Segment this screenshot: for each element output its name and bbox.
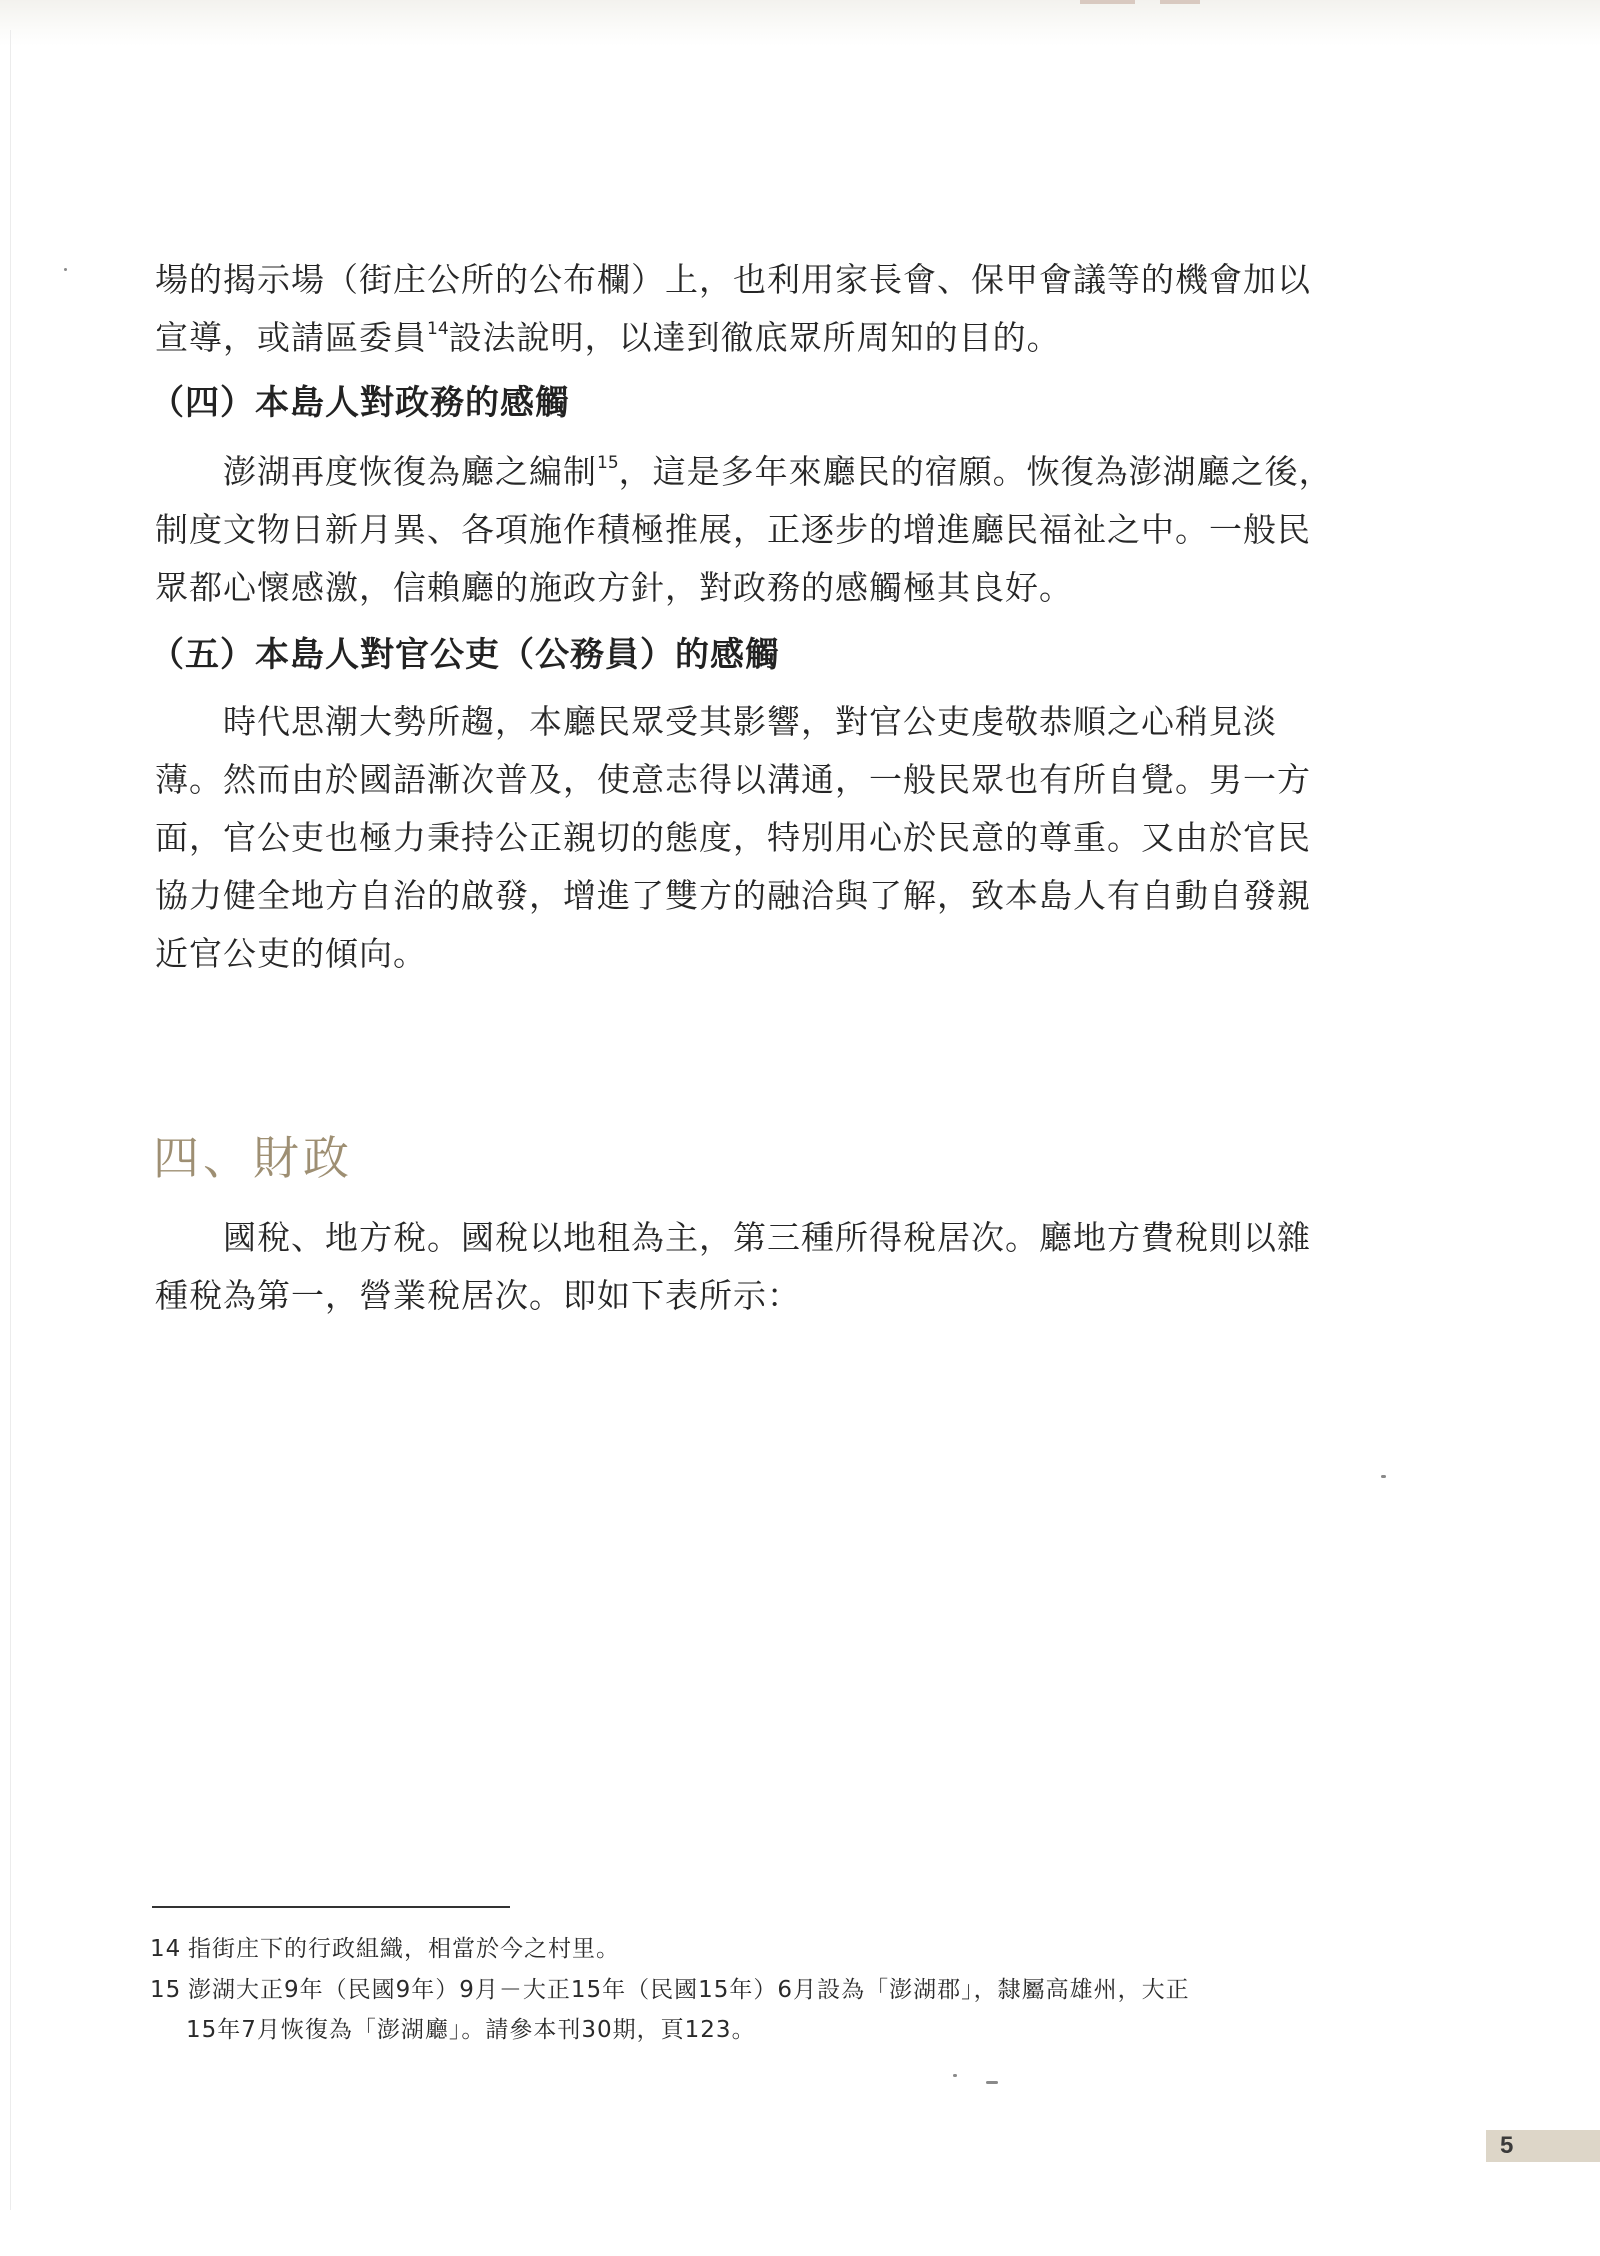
text-line: 薄。然而由於國語漸次普及，使意志得以溝通，一般民眾也有所自覺。男一方 — [155, 760, 1311, 799]
text-line: 澎湖再度恢復為廳之編制 — [223, 452, 597, 491]
page-number: 5 — [1486, 2130, 1600, 2162]
scan-speck — [1381, 1475, 1386, 1478]
text-line: 近官公吏的傾向。 — [155, 934, 427, 973]
text-line: 種稅為第一，營業稅居次。即如下表所示： — [155, 1276, 801, 1315]
text-line: 場的揭示場（街庄公所的公布欄）上，也利用家長會、保甲會議等的機會加以 — [155, 260, 1311, 299]
footnote-ref-14: 14 — [427, 319, 449, 339]
text-line: 國稅、地方稅。國稅以地租為主，第三種所得稅居次。廳地方費稅則以雜 — [223, 1218, 1311, 1257]
text-line: 協力健全地方自治的啟發，增進了雙方的融洽與了解，致本島人有自動自發親 — [155, 876, 1311, 915]
subheading-officials: （五）本島人對官公吏（公務員）的感觸 — [150, 635, 780, 675]
footnote-text: 澎湖大正9年（民國9年）9月－大正15年（民國15年）6月設為「澎湖郡」，隸屬高雄州，大正 — [188, 1977, 1190, 2003]
footnote-text: 指街庄下的行政組織，相當於今之村里。 — [188, 1936, 620, 1962]
footnote-ref-15: 15 — [597, 453, 619, 473]
footnote-divider — [152, 1906, 510, 1908]
subheading-politics: （四）本島人對政務的感觸 — [150, 383, 570, 423]
footnote-text-continued: 15年7月恢復為「澎湖廳」。請參本刊30期，頁123。 — [186, 2017, 756, 2043]
text-line: 設法說明，以達到徹底眾所周知的目的。 — [448, 318, 1061, 357]
footnote-number: 15 — [150, 1977, 182, 2003]
paragraph-announcement — [155, 251, 1345, 367]
scan-speck — [64, 268, 67, 271]
paragraph-politics — [155, 443, 1345, 617]
section-title-finance: 四、財政 — [153, 1131, 353, 1185]
paragraph-finance — [155, 1209, 1345, 1325]
text-line: 制度文物日新月異、各項施作積極推展，正逐步的增進廳民福祉之中。一般民 — [155, 510, 1311, 549]
footnote-number: 14 — [150, 1936, 182, 1962]
footnote-15 — [150, 1970, 1190, 2050]
scan-top-edge — [0, 0, 1600, 46]
paragraph-officials — [155, 693, 1345, 983]
footnote-14 — [150, 1929, 620, 1969]
text-line: 時代思潮大勢所趨，本廳民眾受其影響，對官公吏虔敬恭順之心稍見淡 — [223, 702, 1277, 741]
scan-speck — [953, 2074, 957, 2077]
scan-mark — [1080, 0, 1135, 4]
text-line: 面，官公吏也極力秉持公正親切的態度，特別用心於民意的尊重。又由於官民 — [155, 818, 1311, 857]
text-line: ，這是多年來廳民的宿願。恢復為澎湖廳之後， — [618, 452, 1333, 491]
text-line: 眾都心懷感激，信賴廳的施政方針，對政務的感觸極其良好。 — [155, 568, 1073, 607]
scan-mark — [1160, 0, 1200, 4]
text-line: 宣導，或請區委員 — [155, 318, 427, 357]
scan-speck — [986, 2081, 998, 2084]
page-edge — [10, 30, 11, 2210]
